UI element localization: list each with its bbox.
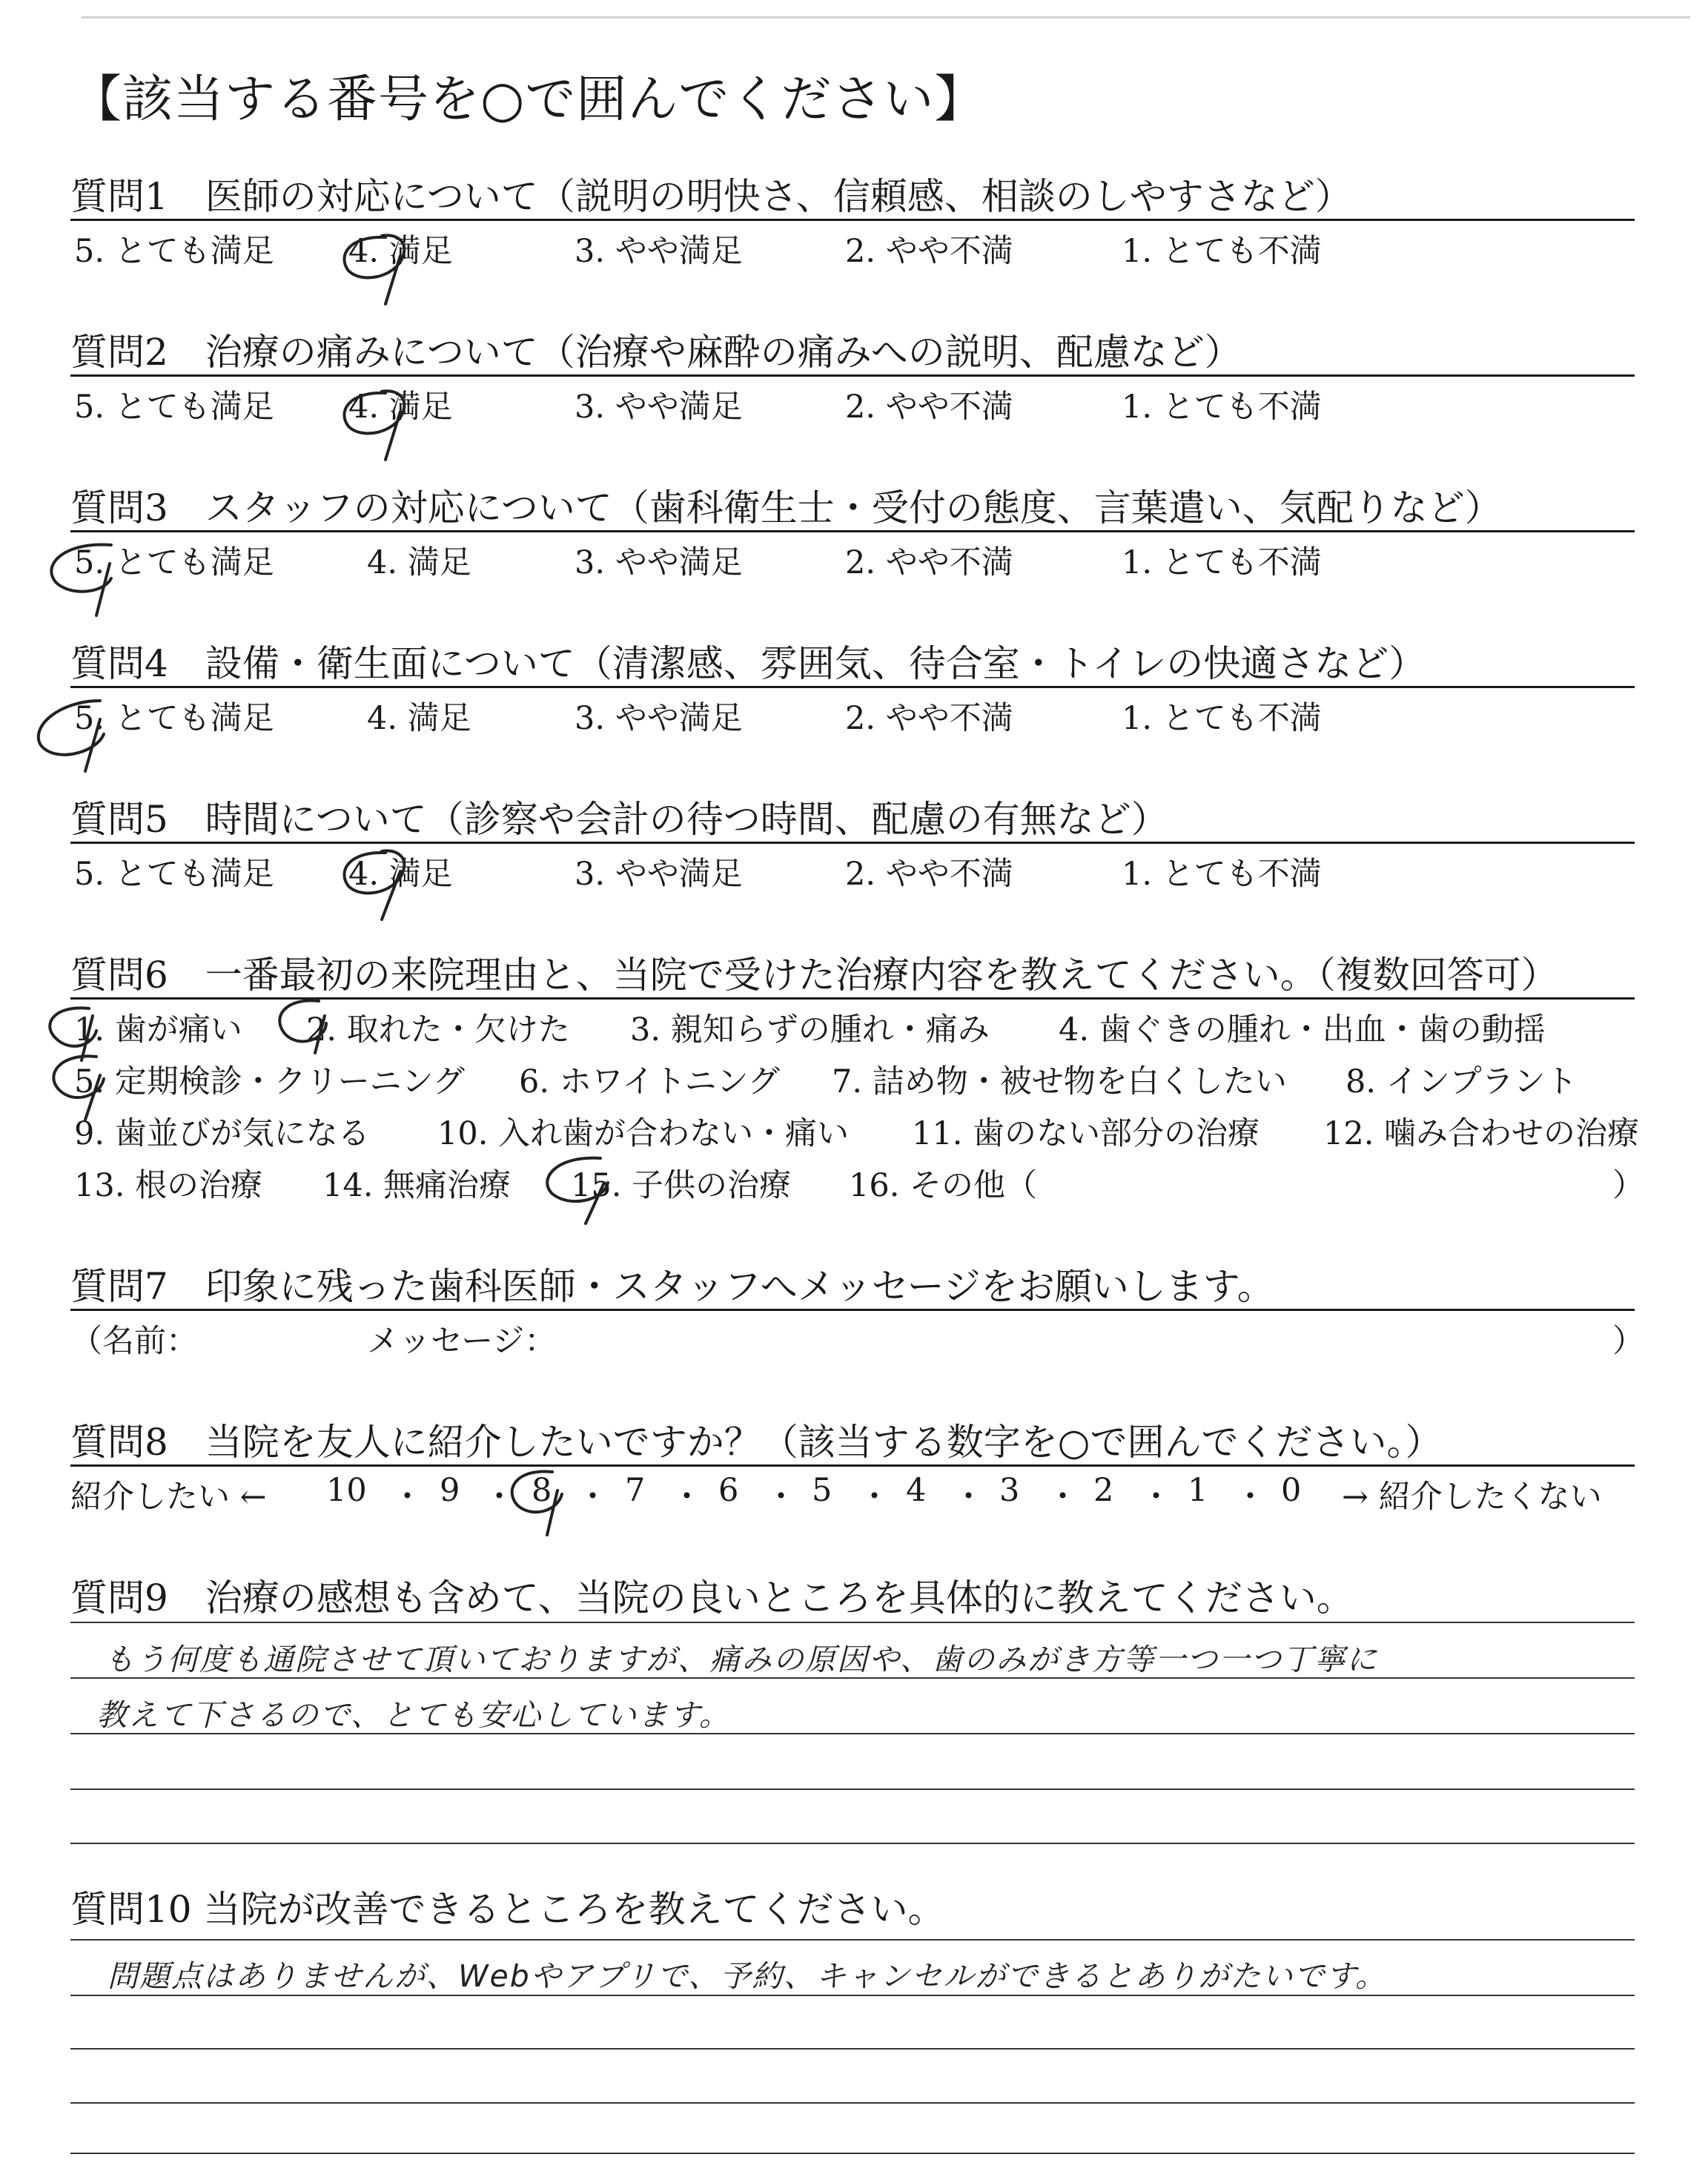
message-close: ） [1612, 1323, 1644, 1360]
option-1[interactable]: 1. とても不満 [1122, 544, 1322, 581]
option-4[interactable]: 4. 満足 [348, 389, 453, 426]
option-4[interactable]: 4. 満足 [367, 544, 471, 581]
reason-5[interactable]: 5. 定期検診・クリーニング [74, 1063, 465, 1100]
question-8 [70, 1413, 1635, 1524]
question-rule [70, 374, 1635, 377]
scale-sep: ・ [1047, 1479, 1079, 1516]
question-rule [70, 997, 1635, 1000]
recommend-left-label: 紹介したい ← [70, 1479, 267, 1516]
option-1[interactable]: 1. とても不満 [1122, 389, 1322, 426]
option-2[interactable]: 2. やや不満 [845, 700, 1013, 737]
q9-answer-line-2[interactable]: 教えて下さるので、とても安心しています。 [96, 1697, 731, 1733]
question-5 [70, 790, 1635, 901]
write-line [70, 2048, 1635, 2050]
option-5[interactable]: 5. とても満足 [74, 389, 274, 426]
question-9 [70, 1568, 1635, 1619]
option-4[interactable]: 4. 満足 [367, 700, 471, 737]
option-3[interactable]: 3. やや満足 [575, 233, 743, 270]
reason-16-close: ） [1612, 1167, 1644, 1204]
option-3[interactable]: 3. やや満足 [575, 544, 743, 581]
question-rule [70, 842, 1635, 844]
scale-8[interactable]: 8 [532, 1472, 552, 1509]
instruction-header: 【該当する番号を○で囲んでください】 [71, 70, 986, 129]
write-line [70, 1733, 1635, 1734]
scale-3[interactable]: 3 [999, 1472, 1020, 1509]
scale-sep: ・ [671, 1479, 703, 1516]
scale-6[interactable]: 6 [718, 1472, 739, 1509]
write-line [70, 2153, 1635, 2154]
scale-sep: ・ [858, 1479, 890, 1516]
scale-0[interactable]: 0 [1281, 1472, 1302, 1509]
option-1[interactable]: 1. とても不満 [1122, 233, 1322, 270]
write-line [70, 2102, 1635, 2104]
scale-5[interactable]: 5 [812, 1472, 833, 1509]
option-2[interactable]: 2. やや不満 [845, 856, 1013, 893]
scale-4[interactable]: 4 [906, 1472, 927, 1509]
reason-16[interactable]: 16. その他（ [849, 1167, 1038, 1204]
question-title: 質問4 設備・衛生面について（清潔感、雰囲気、待合室・トイレの快適さなど） [70, 642, 1426, 685]
reason-2[interactable]: 2. 取れた・欠けた [306, 1011, 570, 1048]
question-rule [70, 1464, 1635, 1467]
option-3[interactable]: 3. やや満足 [575, 856, 743, 893]
option-5[interactable]: 5. とても満足 [74, 233, 274, 270]
option-3[interactable]: 3. やや満足 [575, 700, 743, 737]
scale-2[interactable]: 2 [1093, 1472, 1114, 1509]
question-2 [70, 323, 1635, 434]
scale-sep: ・ [577, 1479, 609, 1516]
question-rule [70, 1309, 1635, 1311]
recommend-right-label: → 紹介したくない [1342, 1479, 1602, 1516]
option-5[interactable]: 5. とても満足 [74, 544, 274, 581]
write-line [70, 1843, 1635, 1844]
question-rule [70, 686, 1635, 688]
scale-9[interactable]: 9 [440, 1472, 460, 1509]
question-title: 質問10 当院が改善できるところを教えてください。 [70, 1888, 945, 1931]
reason-6[interactable]: 6. ホワイトニング [519, 1063, 780, 1100]
question-title: 質問8 当院を友人に紹介したいですか？（該当する数字を○で囲んでください。） [70, 1421, 1443, 1464]
scale-sep: ・ [483, 1479, 515, 1516]
scale-sep: ・ [1234, 1479, 1266, 1516]
reason-4[interactable]: 4. 歯ぐきの腫れ・出血・歯の動揺 [1059, 1011, 1546, 1048]
question-title: 質問1 医師の対応について（説明の明快さ、信頼感、相談のしやすさなど） [70, 175, 1352, 218]
scale-sep: ・ [765, 1479, 797, 1516]
question-6 [70, 945, 1644, 1204]
question-3 [70, 478, 1635, 589]
option-2[interactable]: 2. やや不満 [845, 233, 1013, 270]
option-5[interactable]: 5. とても満足 [74, 856, 274, 893]
scale-10[interactable]: 10 [326, 1472, 367, 1509]
reason-7[interactable]: 7. 詰め物・被せ物を白くしたい [832, 1063, 1287, 1100]
question-title: 質問6 一番最初の来院理由と、当院で受けた治療内容を教えてください。（複数回答可） [70, 954, 1558, 997]
option-2[interactable]: 2. やや不満 [845, 544, 1013, 581]
option-1[interactable]: 1. とても不満 [1122, 856, 1322, 893]
write-line [70, 1622, 1635, 1623]
reason-10[interactable]: 10. 入れ歯が合わない・痛い [437, 1115, 850, 1152]
reason-1[interactable]: 1. 歯が痛い [74, 1011, 242, 1048]
reason-14[interactable]: 14. 無痛治療 [322, 1167, 512, 1204]
option-4[interactable]: 4. 満足 [348, 233, 453, 270]
write-line [70, 1995, 1635, 1996]
scale-7[interactable]: 7 [625, 1472, 646, 1509]
message-label: メッセージ： [367, 1323, 557, 1360]
question-title: 質問5 時間について（診察や会計の待つ時間、配慮の有無など） [70, 798, 1168, 841]
scale-1[interactable]: 1 [1188, 1472, 1208, 1509]
question-10 [70, 1880, 1635, 1931]
question-1 [70, 167, 1635, 278]
option-2[interactable]: 2. やや不満 [845, 389, 1013, 426]
question-title: 質問9 治療の感想も含めて、当院の良いところを具体的に教えてください。 [70, 1576, 1354, 1619]
question-title: 質問2 治療の痛みについて（治療や麻酔の痛みへの説明、配慮など） [70, 331, 1242, 374]
q10-answer-line-1[interactable]: 問題点はありませんが、Webやアプリで、予約、キャンセルができるとありがたいです。 [107, 1958, 1388, 1994]
scale-sep: ・ [391, 1479, 423, 1516]
reason-13[interactable]: 13. 根の治療 [74, 1167, 263, 1204]
question-7 [70, 1257, 1644, 1368]
reason-8[interactable]: 8. インプラント [1345, 1063, 1578, 1100]
reason-3[interactable]: 3. 親知らずの腫れ・痛み [630, 1011, 990, 1048]
write-line [70, 1789, 1635, 1790]
reason-15[interactable]: 15. 子供の治療 [571, 1167, 792, 1204]
question-rule [70, 219, 1635, 221]
question-title: 質問7 印象に残った歯科医師・スタッフへメッセージをお願いします。 [70, 1265, 1274, 1308]
question-4 [70, 634, 1635, 745]
option-3[interactable]: 3. やや満足 [575, 389, 743, 426]
option-1[interactable]: 1. とても不満 [1122, 700, 1322, 737]
scale-sep: ・ [1140, 1479, 1172, 1516]
reason-9[interactable]: 9. 歯並びが気になる [74, 1115, 370, 1152]
name-label: （名前： [70, 1323, 198, 1360]
q9-answer-line-1[interactable]: もう何度も通院させて頂いておりますが、痛みの原因や、歯のみがき方等一つ一つ丁寧に [104, 1642, 1379, 1677]
write-line [70, 1939, 1635, 1941]
scan-top-border [82, 16, 1690, 19]
reason-12[interactable]: 12. 噛み合わせの治療 [1323, 1115, 1640, 1152]
option-5[interactable]: 5. とても満足 [74, 700, 274, 737]
question-title: 質問3 スタッフの対応について（歯科衛生士・受付の態度、言葉遣い、気配りなど） [70, 486, 1502, 529]
question-rule [70, 530, 1635, 532]
reason-11[interactable]: 11. 歯のない部分の治療 [912, 1115, 1260, 1152]
option-4[interactable]: 4. 満足 [348, 856, 453, 893]
scale-sep: ・ [953, 1479, 984, 1516]
write-line [70, 1677, 1635, 1679]
